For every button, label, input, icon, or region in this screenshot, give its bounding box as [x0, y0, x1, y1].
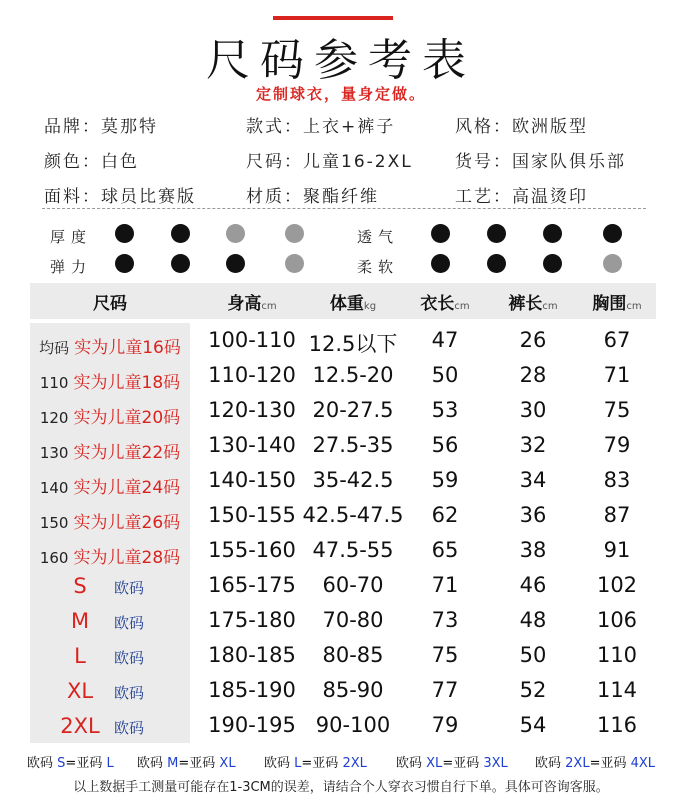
- rating-row: [0, 224, 682, 250]
- pants-length-cell: 28: [519, 363, 547, 387]
- size-cell: [30, 606, 190, 640]
- rating-label-breathability: 透气: [357, 228, 400, 246]
- pants-length-cell: 48: [519, 608, 547, 632]
- table-row: [0, 501, 682, 535]
- rating-dot-filled: [115, 254, 134, 273]
- info-size-range: 尺码：儿童16-2XL: [246, 152, 413, 172]
- pants-length-cell: 32: [519, 433, 547, 457]
- chest-cell: 91: [603, 538, 631, 562]
- table-row: [0, 606, 682, 640]
- eu-size-label: 欧码: [114, 719, 145, 737]
- height-cell: 110-120: [208, 363, 296, 387]
- eu-size-code: 2XL: [60, 714, 100, 738]
- kid-size-label: 实为儿童20码: [73, 408, 181, 428]
- weight-cell: 42.5-47.5: [302, 503, 404, 527]
- table-row: [0, 396, 682, 430]
- top-length-cell: 53: [431, 398, 459, 422]
- size-prefix: 160: [39, 549, 69, 567]
- top-length-cell: 75: [431, 643, 459, 667]
- info-fabric: 面料：球员比赛版: [44, 187, 196, 207]
- height-cell: 175-180: [208, 608, 296, 632]
- rating-dot-filled: [603, 224, 622, 243]
- weight-cell: 27.5-35: [312, 433, 394, 457]
- info-material: 材质：聚酯纤维: [246, 187, 379, 207]
- table-row: [0, 641, 682, 675]
- chest-cell: 79: [603, 433, 631, 457]
- legend-item: 欧码 2XL=亚码 4XL: [535, 756, 656, 771]
- weight-cell: 60-70: [322, 573, 384, 597]
- page-title: 尺码参考表: [206, 35, 476, 86]
- table-row: [0, 711, 682, 745]
- header-height: 身高cm: [227, 294, 277, 314]
- rating-dot-empty: [285, 254, 304, 273]
- eu-size-code: XL: [66, 679, 94, 703]
- eu-size-code: S: [73, 574, 87, 598]
- top-length-cell: 73: [431, 608, 459, 632]
- weight-cell: 80-85: [322, 643, 384, 667]
- weight-cell: 20-27.5: [312, 398, 394, 422]
- top-length-cell: 56: [431, 433, 459, 457]
- divider: [42, 208, 646, 209]
- info-color: 颜色：白色: [44, 152, 139, 172]
- height-cell: 130-140: [208, 433, 296, 457]
- chest-cell: 87: [603, 503, 631, 527]
- kid-size-label: 实为儿童16码: [74, 338, 181, 358]
- table-row: [0, 466, 682, 500]
- table-row: [0, 361, 682, 395]
- size-cell: [30, 571, 190, 605]
- weight-cell: 12.5以下: [308, 332, 398, 356]
- rating-row: [0, 254, 682, 280]
- pants-length-cell: 46: [519, 573, 547, 597]
- top-length-cell: 79: [431, 713, 459, 737]
- size-cell: [30, 396, 190, 430]
- height-cell: 185-190: [208, 678, 296, 702]
- rating-label-softness: 柔软: [357, 258, 400, 276]
- rating-dot-empty: [285, 224, 304, 243]
- size-cell: [30, 676, 190, 710]
- pants-length-cell: 30: [519, 398, 547, 422]
- chest-cell: 71: [603, 363, 631, 387]
- eu-size-code: M: [70, 609, 90, 633]
- chest-cell: 83: [603, 468, 631, 492]
- kid-size-label: 实为儿童18码: [73, 373, 181, 393]
- rating-dot-filled: [171, 224, 190, 243]
- info-style: 款式：上衣+裤子: [246, 117, 396, 137]
- kid-size-label: 实为儿童26码: [73, 513, 181, 533]
- height-cell: 180-185: [208, 643, 296, 667]
- size-cell: [30, 711, 190, 745]
- size-cell: [30, 326, 190, 360]
- rating-dot-filled: [171, 254, 190, 273]
- size-prefix: 120: [39, 409, 69, 427]
- title-accent-bar: [273, 16, 393, 20]
- size-cell: [30, 361, 190, 395]
- weight-cell: 12.5-20: [312, 363, 394, 387]
- chest-cell: 102: [596, 573, 638, 597]
- top-length-cell: 59: [431, 468, 459, 492]
- chest-cell: 75: [603, 398, 631, 422]
- kid-size-label: 实为儿童22码: [73, 443, 181, 463]
- eu-size-label: 欧码: [114, 649, 145, 667]
- chest-cell: 67: [603, 328, 631, 352]
- header-size: 尺码: [93, 294, 127, 314]
- weight-cell: 70-80: [322, 608, 384, 632]
- legend-item: 欧码 L=亚码 2XL: [264, 756, 367, 771]
- top-length-cell: 71: [431, 573, 459, 597]
- size-cell: [30, 466, 190, 500]
- top-length-cell: 77: [431, 678, 459, 702]
- pants-length-cell: 38: [519, 538, 547, 562]
- height-cell: 190-195: [208, 713, 296, 737]
- rating-label-thickness: 厚度: [50, 228, 93, 246]
- size-prefix: 均码: [39, 339, 70, 357]
- legend-item: 欧码 M=亚码 XL: [137, 756, 236, 771]
- info-row: [0, 147, 682, 177]
- kid-size-label: 实为儿童24码: [73, 478, 181, 498]
- rating-dot-filled: [431, 254, 450, 273]
- top-length-cell: 50: [431, 363, 459, 387]
- pants-length-cell: 54: [519, 713, 547, 737]
- info-brand: 品牌：莫那特: [44, 117, 158, 137]
- measurement-note: 以上数据手工测量可能存在1-3CM的误差，请结合个人穿衣习惯自行下单。具体可咨询客服。: [73, 780, 609, 795]
- rating-dot-filled: [543, 224, 562, 243]
- eu-size-label: 欧码: [114, 579, 145, 597]
- pants-length-cell: 34: [519, 468, 547, 492]
- kid-size-label: 实为儿童28码: [73, 548, 181, 568]
- legend-item: 欧码 S=亚码 L: [27, 756, 114, 771]
- height-cell: 165-175: [208, 573, 296, 597]
- legend-item: 欧码 XL=亚码 3XL: [396, 756, 508, 771]
- size-cell: [30, 431, 190, 465]
- info-row: [0, 112, 682, 142]
- pants-length-cell: 52: [519, 678, 547, 702]
- chest-cell: 106: [596, 608, 638, 632]
- header-top-length: 衣长cm: [420, 294, 470, 314]
- size-prefix: 140: [39, 479, 69, 497]
- table-row: [0, 431, 682, 465]
- top-length-cell: 65: [431, 538, 459, 562]
- header-pants-length: 裤长cm: [508, 294, 558, 314]
- chest-cell: 110: [596, 643, 638, 667]
- top-length-cell: 47: [431, 328, 459, 352]
- size-prefix: 150: [39, 514, 69, 532]
- pants-length-cell: 26: [519, 328, 547, 352]
- height-cell: 155-160: [208, 538, 296, 562]
- pants-length-cell: 50: [519, 643, 547, 667]
- chest-cell: 114: [596, 678, 638, 702]
- table-header: [30, 283, 656, 319]
- info-process: 工艺：高温烫印: [455, 187, 588, 207]
- height-cell: 140-150: [208, 468, 296, 492]
- rating-dot-filled: [431, 224, 450, 243]
- rating-dot-filled: [226, 254, 245, 273]
- table-row: [0, 571, 682, 605]
- size-cell: [30, 536, 190, 570]
- rating-dot-filled: [543, 254, 562, 273]
- size-prefix: 130: [39, 444, 69, 462]
- eu-size-label: 欧码: [114, 684, 145, 702]
- rating-label-elasticity: 弹力: [50, 258, 93, 276]
- eu-size-label: 欧码: [114, 614, 145, 632]
- info-item-number: 货号：国家队俱乐部: [455, 152, 626, 172]
- info-fit: 风格：欧洲版型: [455, 117, 588, 137]
- table-row: [0, 536, 682, 570]
- weight-cell: 35-42.5: [312, 468, 394, 492]
- rating-dot-filled: [115, 224, 134, 243]
- weight-cell: 85-90: [322, 678, 384, 702]
- rating-dot-empty: [603, 254, 622, 273]
- rating-dot-empty: [226, 224, 245, 243]
- page-subtitle: 定制球衣，量身定做。: [255, 85, 426, 103]
- height-cell: 100-110: [208, 328, 296, 352]
- weight-cell: 90-100: [315, 713, 391, 737]
- pants-length-cell: 36: [519, 503, 547, 527]
- rating-dot-filled: [487, 254, 506, 273]
- top-length-cell: 62: [431, 503, 459, 527]
- chest-cell: 116: [596, 713, 638, 737]
- header-weight: 体重kg: [329, 294, 377, 314]
- height-cell: 120-130: [208, 398, 296, 422]
- height-cell: 150-155: [208, 503, 296, 527]
- table-row: [0, 676, 682, 710]
- rating-dot-filled: [487, 224, 506, 243]
- eu-size-code: L: [74, 644, 86, 668]
- table-row: [0, 326, 682, 360]
- size-prefix: 110: [39, 374, 69, 392]
- size-cell: [30, 501, 190, 535]
- size-cell: [30, 641, 190, 675]
- weight-cell: 47.5-55: [312, 538, 394, 562]
- header-chest: 胸围cm: [592, 294, 642, 314]
